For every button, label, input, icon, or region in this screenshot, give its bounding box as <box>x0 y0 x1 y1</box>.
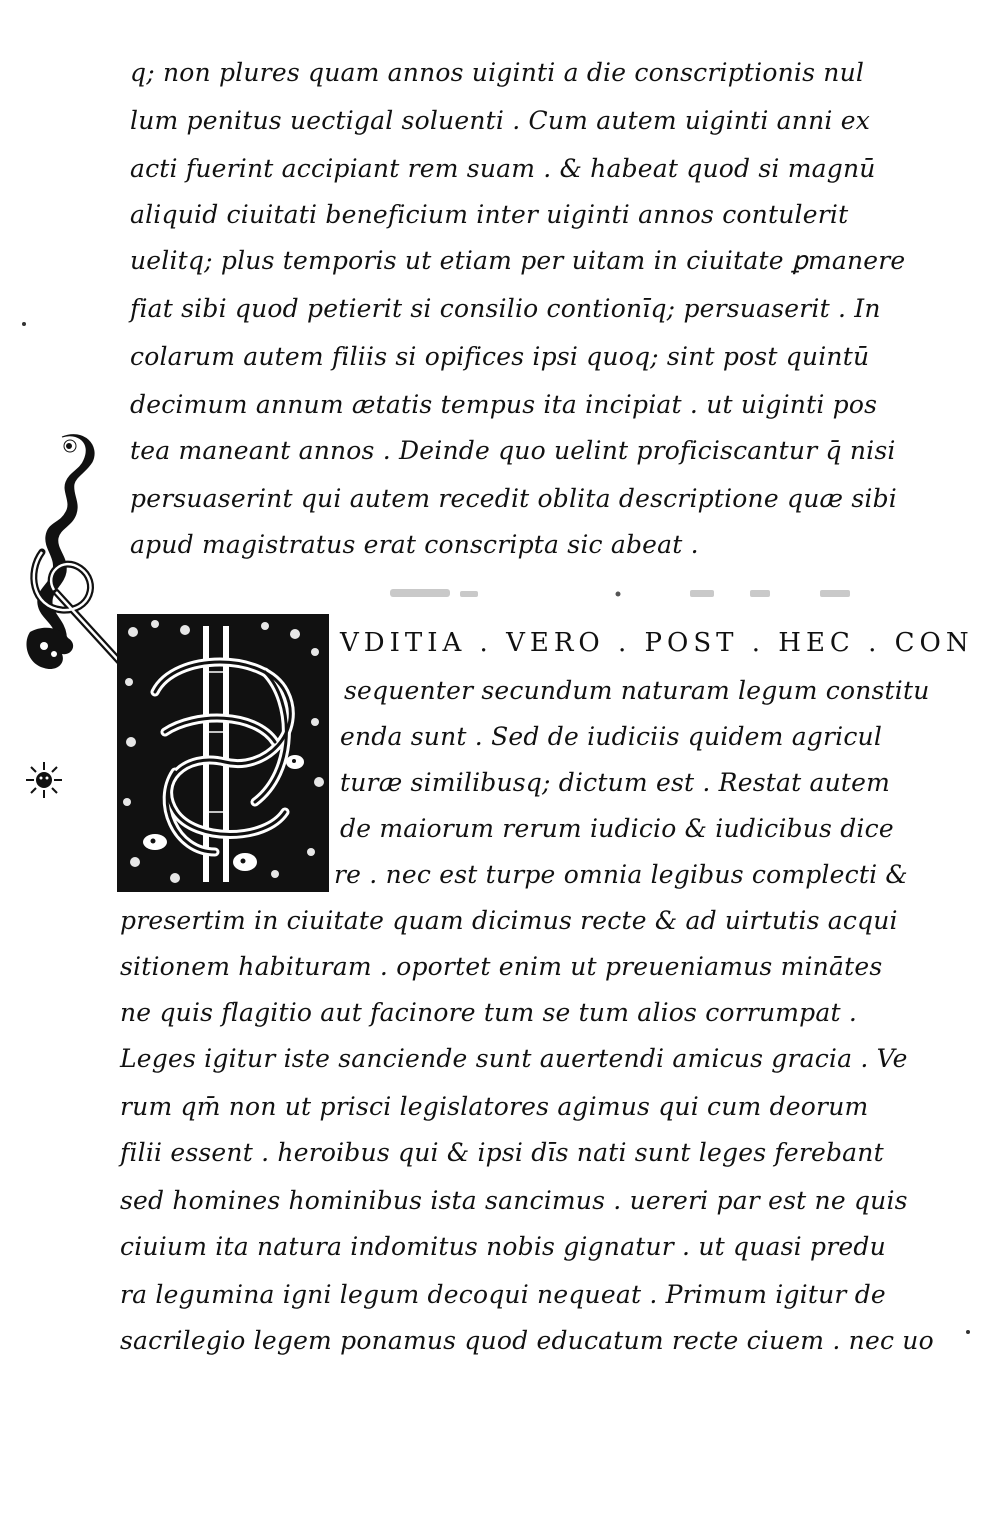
text-line: fiat sibi quod petierit si consilio contionīq; persuaserit . In <box>130 294 881 323</box>
text-line: rum qm̄ non ut prisci legislatores agimus qui cum deorum <box>120 1092 869 1121</box>
text-line: ciuium ita natura indomitus nobis gignatur . ut quasi predu <box>120 1232 886 1261</box>
decorated-initial <box>115 612 331 894</box>
text-line: sed homines hominibus ista sancimus . uereri par est ne quis <box>120 1186 908 1215</box>
text-line: turæ similibusq; dictum est . Restat autem <box>340 768 891 797</box>
text-line: ra legumina igni legum decoqui nequeat . Primum igitur de <box>120 1280 886 1309</box>
text-line: enda sunt . Sed de iudiciis quidem agricul <box>340 722 883 751</box>
stray-ink-mark <box>966 1330 970 1334</box>
stray-ink-mark <box>22 322 26 326</box>
text-line: de maiorum rerum iudicio & iudicibus dice <box>340 814 894 843</box>
text-line: filii essent . heroibus qui & ipsi dīs nati sunt leges ferebant <box>120 1138 884 1167</box>
text-line: decimum annum ætatis tempus ita incipiat . ut uiginti pos <box>130 390 878 419</box>
text-line: colarum autem filiis si opifices ipsi quoq; sint post quintū <box>130 342 870 371</box>
text-line: persuaserint qui autem recedit oblita descriptione quæ sibi <box>130 484 897 513</box>
text-line: sitionem habituram . oportet enim ut preueniamus minātes <box>120 952 883 981</box>
text-line: q; non plures quam annos uiginti a die conscriptionis nul <box>130 58 865 87</box>
text-line: uelitq; plus temporis ut etiam per uitam in ciuitate ꝑmanere <box>130 246 906 275</box>
capitals-heading: VDITIA . VERO . POST . HEC . CON <box>340 628 974 658</box>
text-line: sacrilegio legem ponamus quod educatum recte ciuem . nec uo <box>120 1326 934 1355</box>
text-line: re . nec est turpe omnia legibus complecti & <box>334 860 908 889</box>
text-line: presertim in ciuitate quam dicimus recte & ad uirtutis acqui <box>120 906 898 935</box>
text-line: lum penitus uectigal soluenti . Cum autem uiginti anni ex <box>130 106 871 135</box>
text-line: aliquid ciuitati beneficium inter uiginti annos contulerit <box>130 200 849 229</box>
text-line: acti fuerint accipiant rem suam . & habeat quod si magnū <box>130 154 876 183</box>
sun-mark-icon <box>24 760 64 800</box>
text-line: tea maneant annos . Deinde quo uelint proficiscantur q̄ nisi <box>130 436 896 465</box>
text-line: ne quis flagitio aut facinore tum se tum alios corrumpat . <box>120 998 858 1027</box>
text-line: apud magistratus erat conscripta sic abeat . <box>130 530 699 559</box>
text-line: Leges igitur iste sanciende sunt auertendi amicus gracia . Ve <box>120 1044 908 1073</box>
faint-offset-trace <box>390 585 870 603</box>
text-line: sequenter secundum naturam legum constitu <box>344 676 930 705</box>
